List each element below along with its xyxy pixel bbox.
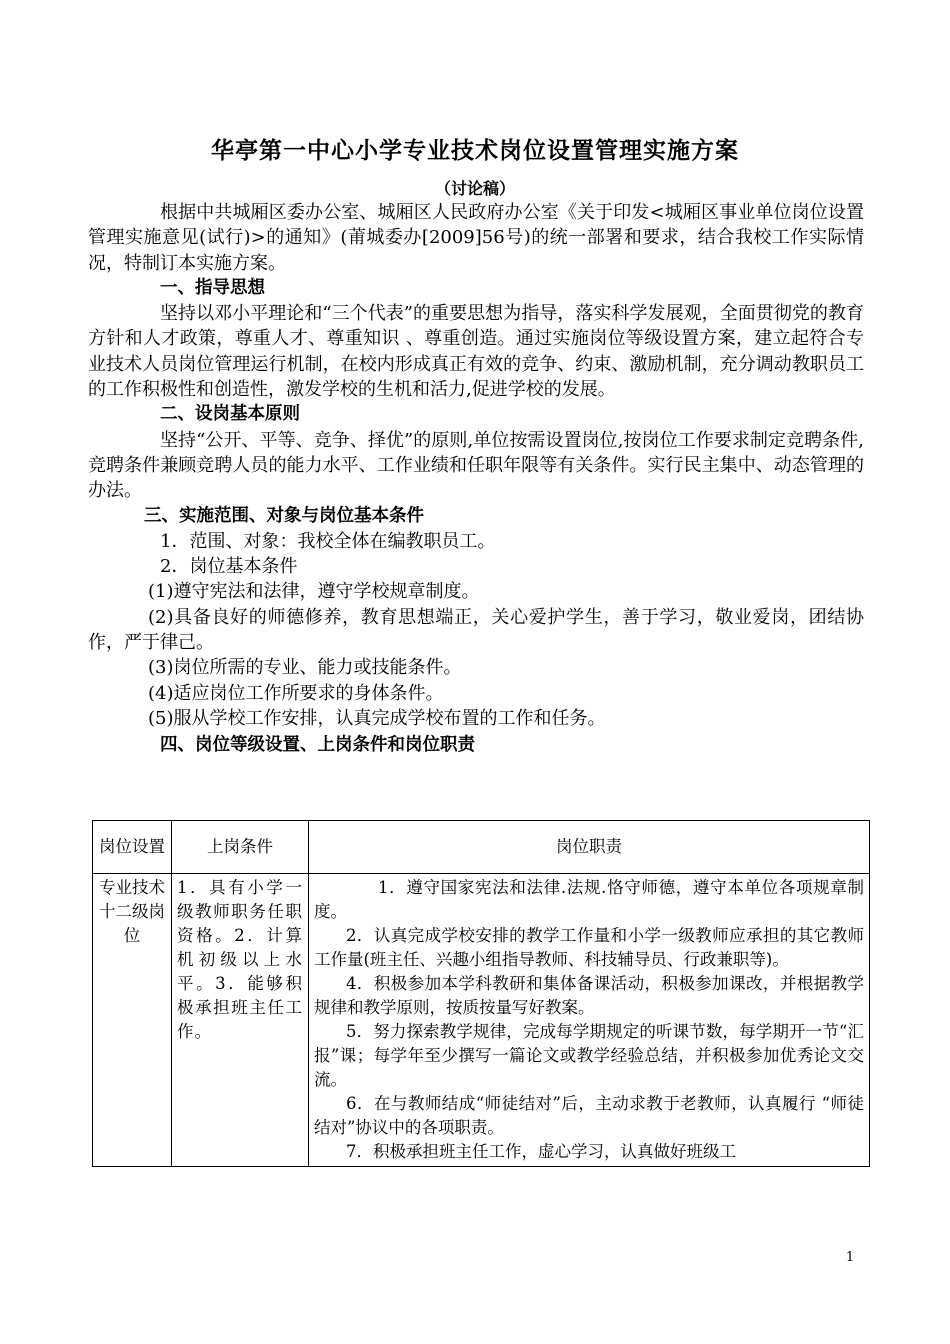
section-1-heading: 一、指导思想 — [160, 277, 265, 298]
position-cell: 专业技术十二级岗位 — [93, 874, 172, 1167]
duty-item: 2．认真完成学校安排的教学工作量和小学一级教师应承担的其它教师工作量(班主任、兴趣小组指导教师、科技辅导员、行政兼职等)。 — [314, 926, 864, 969]
duty-item: 7．积极承担班主任工作，虚心学习，认真做好班级工 — [346, 1142, 736, 1161]
condition-item: (2)具备良好的师德修养，教育思想端正，关心爱护学生，善于学习，敬业爱岗，团结协作，严于律己。 — [88, 606, 864, 654]
page-number: 1 — [845, 1250, 855, 1265]
duty-item: 6．在与教师结成“师徒结对”后，主动求教于老教师，认真履行 “师徒结对”协议中的各项职责。 — [314, 1094, 864, 1137]
condition-item: (1)遵守宪法和法律，遵守学校规章制度。 — [148, 581, 480, 603]
section-3-basic: 2．岗位基本条件 — [160, 556, 298, 578]
position-duty-table — [92, 820, 870, 1167]
table-row — [93, 874, 870, 1167]
condition-item: (5)服从学校工作安排，认真完成学校布置的工作和任务。 — [148, 707, 606, 729]
header-duties: 岗位职责 — [309, 821, 870, 874]
header-conditions: 上岗条件 — [172, 821, 309, 874]
duty-item: 5．努力探索教学规律，完成每学期规定的听课节数，每学期开一节“汇报”课；每学年至少撰写一篇论文或教学经验总结，并积极参加优秀论文交流。 — [314, 1022, 864, 1089]
section-2-heading: 二、设岗基本原则 — [160, 404, 300, 425]
document-body — [88, 200, 864, 759]
document-subtitle: （讨论稿） — [434, 179, 515, 198]
condition-item: (3)岗位所需的专业、能力或技能条件。 — [148, 657, 462, 679]
duty-item: 4．积极参加本学科教研和集体备课活动，积极参加课改，并根据教学规律和教学原则，按质按量写好教案。 — [314, 974, 864, 1017]
intro-paragraph: 根据中共城厢区委办公室、城厢区人民政府办公室《关于印发<城厢区事业单位岗位设置管理实施意见(试行)>的通知》(莆城委办[2009]56号)的统一部署和要求，结合我校工作实际情况，特制订本实施方案。 — [88, 202, 864, 274]
section-3-heading: 三、实施范围、对象与岗位基本条件 — [144, 505, 424, 526]
section-3-scope: 1．范围、对象：我校全体在编教职员工。 — [160, 530, 496, 552]
duty-item: 1．遵守国家宪法和法律.法规.恪守师德，遵守本单位各项规章制度。 — [314, 878, 864, 921]
condition-item: (4)适应岗位工作所要求的身体条件。 — [148, 682, 444, 704]
document-title: 华亭第一中心小学专业技术岗位设置管理实施方案 — [211, 138, 739, 164]
table-header-row — [93, 821, 870, 874]
section-1-text: 坚持以邓小平理论和“三个代表”的重要思想为指导，落实科学发展观，全面贯彻党的教育方针和人才政策，尊重人才、尊重知识 、尊重创造。通过实施岗位等级设置方案，建立起符合专业技术人员岗位管理运行机制，在校内形成真正有效的竞争、约束、激励机制，充分调动教职员工的工作积极性和创造性，激发学校的生机和活力,促进学校的发展。 — [88, 303, 864, 401]
header-position: 岗位设置 — [93, 821, 172, 874]
conditions-cell: 1．具有小学一级教师职务任职资格。2．计算机初级以上水平。3．能够积极承担班主任工作。 — [172, 874, 309, 1167]
duties-cell — [309, 874, 870, 1167]
section-4-heading: 四、岗位等级设置、上岗条件和岗位职责 — [160, 735, 475, 756]
section-2-text: 坚持“公开、平等、竞争、择优”的原则,单位按需设置岗位,按岗位工作要求制定竞聘条件,竞聘条件兼顾竞聘人员的能力水平、工作业绩和任职年限等有关条件。实行民主集中、动态管理的办法。 — [88, 429, 864, 502]
